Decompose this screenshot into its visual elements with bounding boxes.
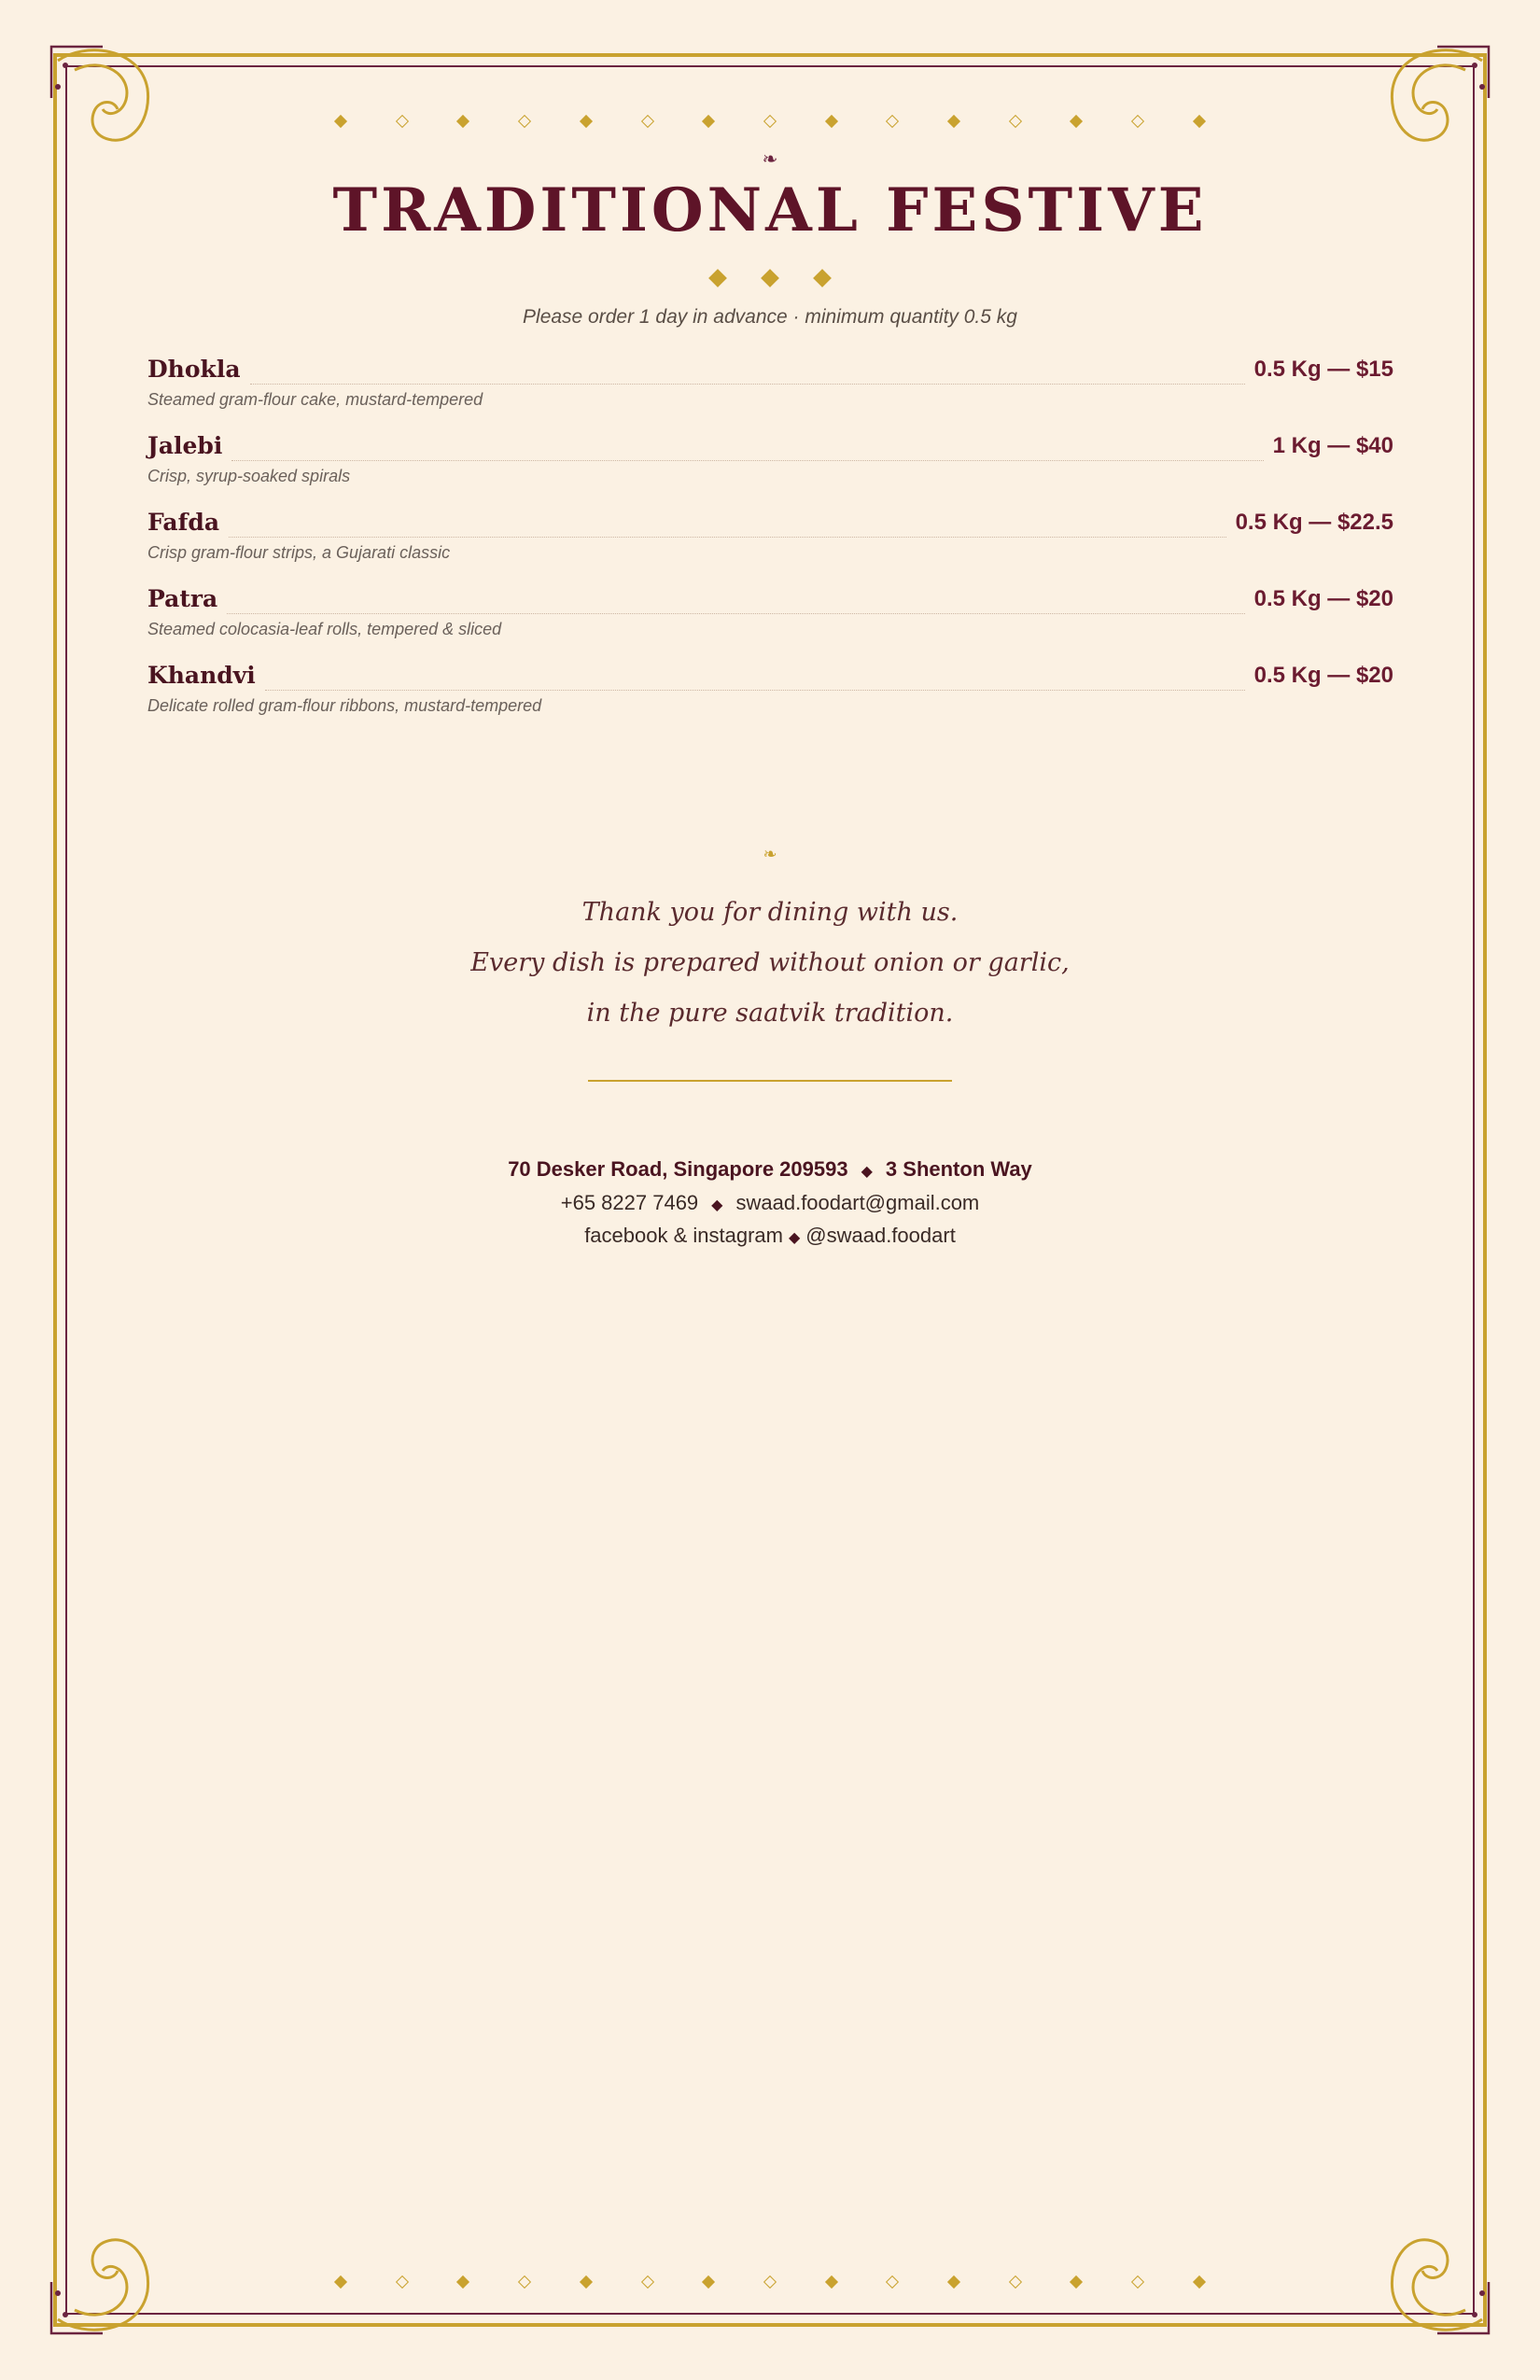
dotted-leader [229, 536, 1226, 538]
item-name: Dhokla [147, 356, 241, 383]
item-price: 0.5 Kg — $20 [1253, 586, 1393, 611]
diamond-icon [763, 2275, 777, 2289]
diamond-icon [640, 115, 653, 128]
social-label: facebook & instagram [584, 1224, 783, 1247]
dotted-leader [250, 383, 1245, 385]
dotted-leader [227, 612, 1244, 614]
email-address[interactable]: swaad.foodart@gmail.com [735, 1191, 980, 1214]
corner-swirl-icon [47, 42, 159, 154]
diamond-icon [580, 2275, 593, 2289]
page-title: TRADITIONAL FESTIVE [332, 175, 1208, 245]
diamond-icon [396, 115, 409, 128]
item-price: 1 Kg — $40 [1272, 433, 1393, 458]
closing-line-thanks: Thank you for dining with us. [581, 898, 959, 927]
diamond-icon [1009, 115, 1022, 128]
address-shenton: 3 Shenton Way [885, 1157, 1032, 1181]
menu-item-dhokla [147, 353, 1393, 429]
gold-divider [588, 1080, 952, 1082]
diamond-icon [947, 115, 960, 128]
diamond-icon [1009, 2275, 1022, 2289]
item-description: Crisp, syrup-soaked spirals [147, 467, 351, 485]
phone-number[interactable]: +65 8227 7469 [560, 1191, 699, 1214]
diamond-icon [763, 115, 777, 128]
dotted-leader [231, 459, 1263, 461]
item-name: Patra [147, 585, 218, 612]
bottom-diamond-border [336, 2268, 1204, 2296]
fleuron-icon: ❧ [763, 845, 777, 864]
diamond-icon: ◆ [788, 1228, 801, 1246]
diamond-icon [761, 269, 779, 287]
addresses [0, 1157, 1540, 1182]
diamond-icon [580, 115, 593, 128]
diamond-icon [813, 269, 832, 287]
diamond-icon [702, 2275, 715, 2289]
item-name: Jalebi [147, 432, 223, 459]
menu-item-khandvi [147, 659, 1393, 735]
diamond-icon [825, 115, 838, 128]
diamond-icon [702, 115, 715, 128]
address-desker: 70 Desker Road, Singapore 209593 [508, 1157, 848, 1181]
diamond-icon [518, 115, 531, 128]
menu-item-jalebi [147, 429, 1393, 506]
phone-email [0, 1191, 1540, 1215]
diamond-icon [886, 2275, 899, 2289]
dotted-leader [265, 689, 1245, 691]
corner-swirl-icon [47, 2226, 159, 2338]
diamond-icon [396, 2275, 409, 2289]
diamond-icon [1131, 2275, 1144, 2289]
diamond-icon: ◆ [711, 1196, 723, 1213]
diamond-icon [456, 2275, 469, 2289]
item-description: Crisp gram-flour strips, a Gujarati classic [147, 543, 451, 562]
diamond-icon [708, 269, 727, 287]
diamond-icon [334, 2275, 347, 2289]
diamond-icon [1131, 115, 1144, 128]
diamond-icon [886, 115, 899, 128]
social-handle[interactable]: @swaad.foodart [805, 1224, 956, 1247]
closing-line-saatvik: Every dish is prepared without onion or garlic, [470, 948, 1070, 977]
item-name: Fafda [147, 509, 220, 536]
order-note: Please order 1 day in advance · minimum quantity 0.5 kg [523, 306, 1017, 328]
fleuron-icon: ❧ [762, 147, 778, 170]
corner-swirl-icon [1381, 2226, 1493, 2338]
diamond-icon [1193, 115, 1206, 128]
item-price: 0.5 Kg — $22.5 [1235, 510, 1393, 535]
menu-item-patra [147, 582, 1393, 659]
diamond-icon [456, 115, 469, 128]
diamond-icon [1070, 115, 1083, 128]
diamond-icon [334, 115, 347, 128]
diamond-icon: ◆ [861, 1162, 873, 1180]
menu-list [147, 353, 1393, 735]
closing-line-tradition: in the pure saatvik tradition. [586, 999, 954, 1028]
social [0, 1224, 1540, 1248]
diamond-icon [825, 2275, 838, 2289]
diamond-icon [1193, 2275, 1206, 2289]
diamond-icon [518, 2275, 531, 2289]
item-description: Delicate rolled gram-flour ribbons, mustard-tempered [147, 696, 542, 715]
top-diamond-border [336, 107, 1204, 135]
item-description: Steamed colocasia-leaf rolls, tempered & sliced [147, 620, 502, 638]
diamond-icon [947, 2275, 960, 2289]
item-name: Khandvi [147, 662, 256, 689]
menu-item-fafda [147, 506, 1393, 582]
item-price: 0.5 Kg — $20 [1253, 663, 1393, 688]
item-price: 0.5 Kg — $15 [1253, 357, 1393, 382]
diamond-icon [640, 2275, 653, 2289]
corner-swirl-icon [1381, 42, 1493, 154]
title-diamond-divider [711, 269, 829, 287]
item-description: Steamed gram-flour cake, mustard-tempered [147, 390, 483, 409]
diamond-icon [1070, 2275, 1083, 2289]
